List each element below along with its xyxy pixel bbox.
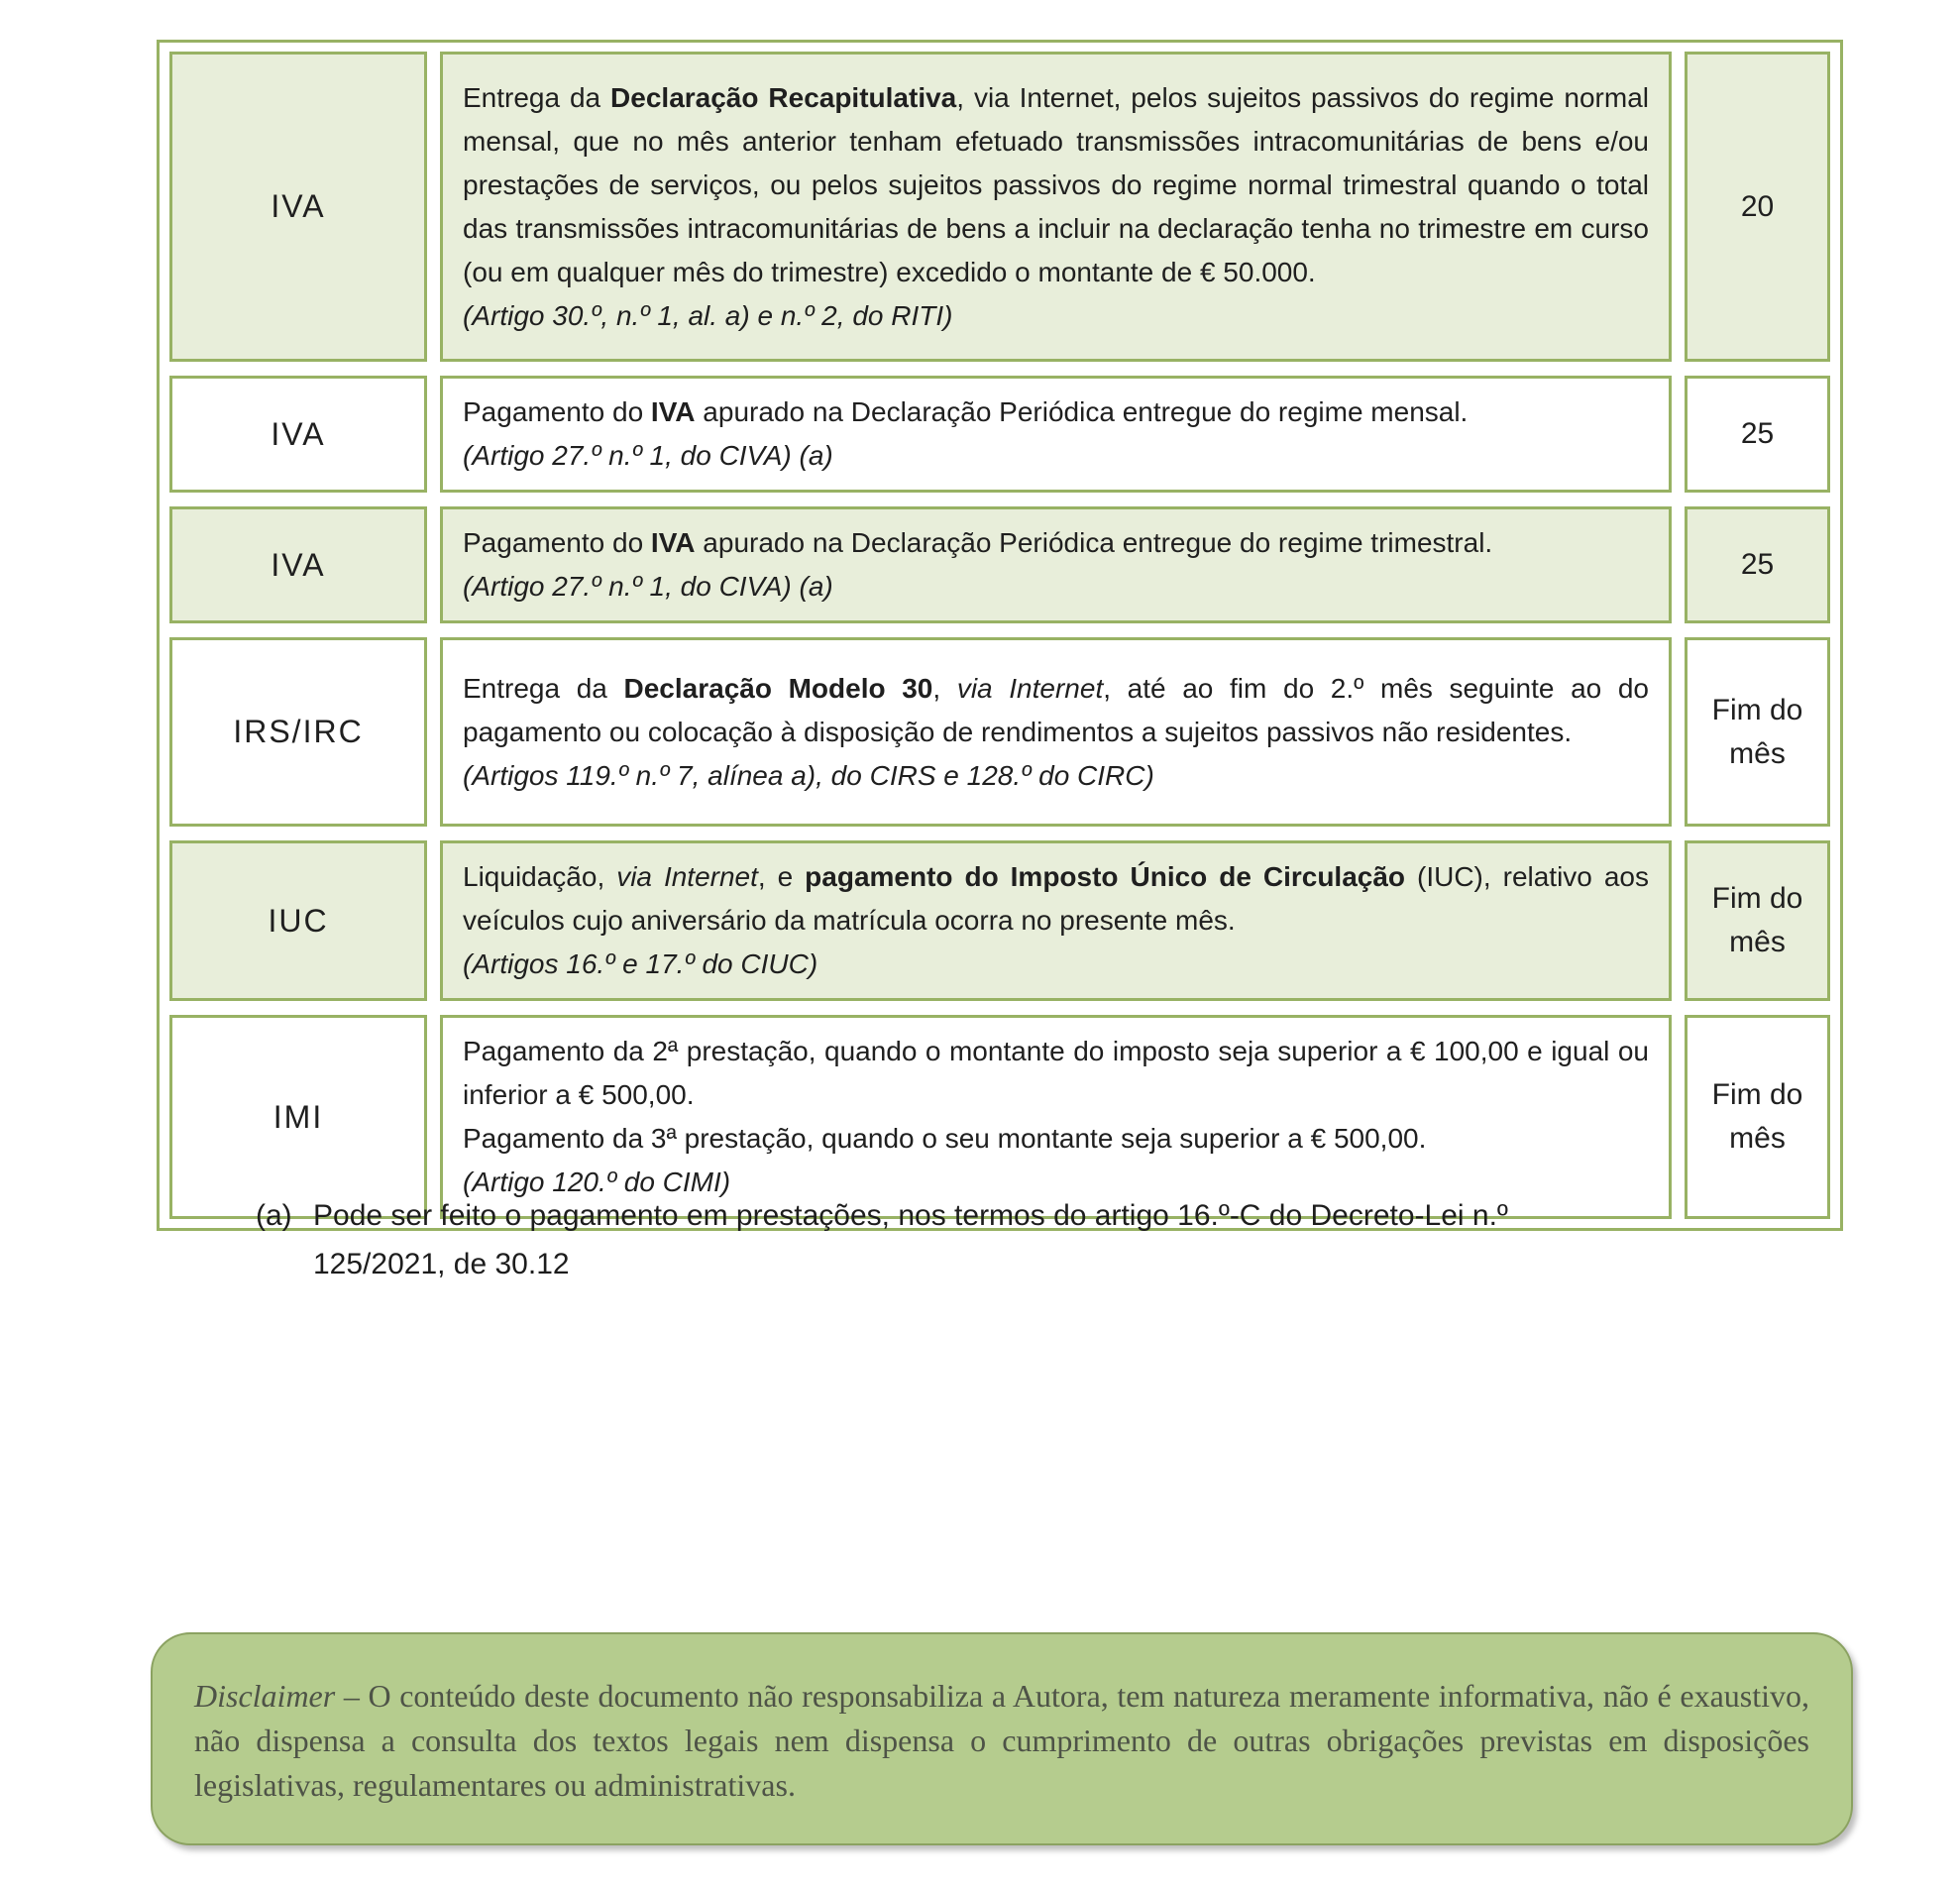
deadline-cell: 25 [1685, 376, 1830, 493]
table-row [169, 637, 1830, 827]
obligation-cell [440, 376, 1672, 493]
obligation-text: Liquidação, via Internet, e pagamento do Imposto Único de Circulação (IUC), relativo aos veículos cujo aniversário da matrícula ocorra no presente mês. [463, 861, 1649, 936]
disclaimer-lead: Disclaimer [194, 1678, 336, 1714]
obligation-text: Pagamento da 2ª prestação, quando o montante do imposto seja superior a € 100,00 e igual ou inferior a € 500,00. [463, 1036, 1649, 1110]
obligation-cell [440, 1015, 1672, 1219]
tax-type-cell: IMI [169, 1015, 427, 1219]
obligation-text: Entrega da Declaração Recapitulativa, via Internet, pelos sujeitos passivos do regime normal mensal, que no mês anterior tenham efetuado transmissões intracomunitárias de bens e/ou prestações de serviços, ou pelos sujeitos passivos do regime normal trimestral quando o total das transmissões intracomunitárias de bens a incluir na declaração tenha no trimestre em curso (ou em qualquer mês do trimestre) excedido o montante de € 50.000. [463, 81, 1649, 287]
tax-obligations-table [157, 40, 1843, 1231]
legal-reference: (Artigo 27.º n.º 1, do CIVA) (a) [463, 571, 833, 602]
footnote-line: 125/2021, de 30.12 [313, 1248, 570, 1280]
tax-type-cell: IRS/IRC [169, 637, 427, 827]
obligation-text: Pagamento do IVA apurado na Declaração Periódica entregue do regime trimestral. [463, 527, 1493, 558]
legal-reference: (Artigo 30.º, n.º 1, al. a) e n.º 2, do RITI) [463, 299, 953, 331]
obligation-text: Pagamento da 3ª prestação, quando o seu montante seja superior a € 500,00. [463, 1123, 1427, 1154]
legal-reference: (Artigos 119.º n.º 7, alínea a), do CIRS e 128.º do CIRC) [463, 759, 1154, 791]
disclaimer-box [151, 1632, 1853, 1845]
footnote [256, 1191, 1673, 1288]
obligation-cell [440, 840, 1672, 1001]
deadline-cell: 25 [1685, 506, 1830, 623]
deadline-cell: Fim do mês [1685, 637, 1830, 827]
legal-reference: (Artigo 120.º do CIMI) [463, 1167, 731, 1197]
tax-type-cell: IVA [169, 52, 427, 362]
tax-type-cell: IVA [169, 376, 427, 493]
table-row [169, 1015, 1830, 1219]
deadline-cell: Fim do mês [1685, 1015, 1830, 1219]
footnote-marker: (a) [256, 1199, 292, 1232]
deadline-cell: Fim do mês [1685, 840, 1830, 1001]
tax-type-cell: IUC [169, 840, 427, 1001]
deadline-cell: 20 [1685, 52, 1830, 362]
footnote-line: Pode ser feito o pagamento em prestações, nos termos do artigo 16.º-C do Decreto-Lei n.º [313, 1199, 1508, 1232]
table-row [169, 52, 1830, 362]
obligation-text: Pagamento do IVA apurado na Declaração Periódica entregue do regime mensal. [463, 396, 1469, 427]
obligation-cell [440, 637, 1672, 827]
obligation-cell [440, 506, 1672, 623]
legal-reference: (Artigo 27.º n.º 1, do CIVA) (a) [463, 440, 833, 471]
footnote-text [313, 1191, 1673, 1288]
disclaimer-text: Disclaimer – O conteúdo deste documento não responsabiliza a Autora, tem natureza meramente informativa, não é exaustivo, não dispensa a consulta dos textos legais nem dispensa o cumprimento de outras obrigações previstas em disposições legislativas, regulamentares ou administrativas. [194, 1678, 1809, 1803]
table-row [169, 840, 1830, 1001]
tax-type-cell: IVA [169, 506, 427, 623]
legal-reference: (Artigos 16.º e 17.º do CIUC) [463, 948, 818, 979]
obligation-text: Entrega da Declaração Modelo 30, via Internet, até ao fim do 2.º mês seguinte ao do pagamento ou colocação à disposição de rendimentos a sujeitos passivos não residentes. [463, 672, 1650, 747]
table-row [169, 506, 1830, 623]
obligation-cell [440, 52, 1672, 362]
table-row [169, 376, 1830, 493]
